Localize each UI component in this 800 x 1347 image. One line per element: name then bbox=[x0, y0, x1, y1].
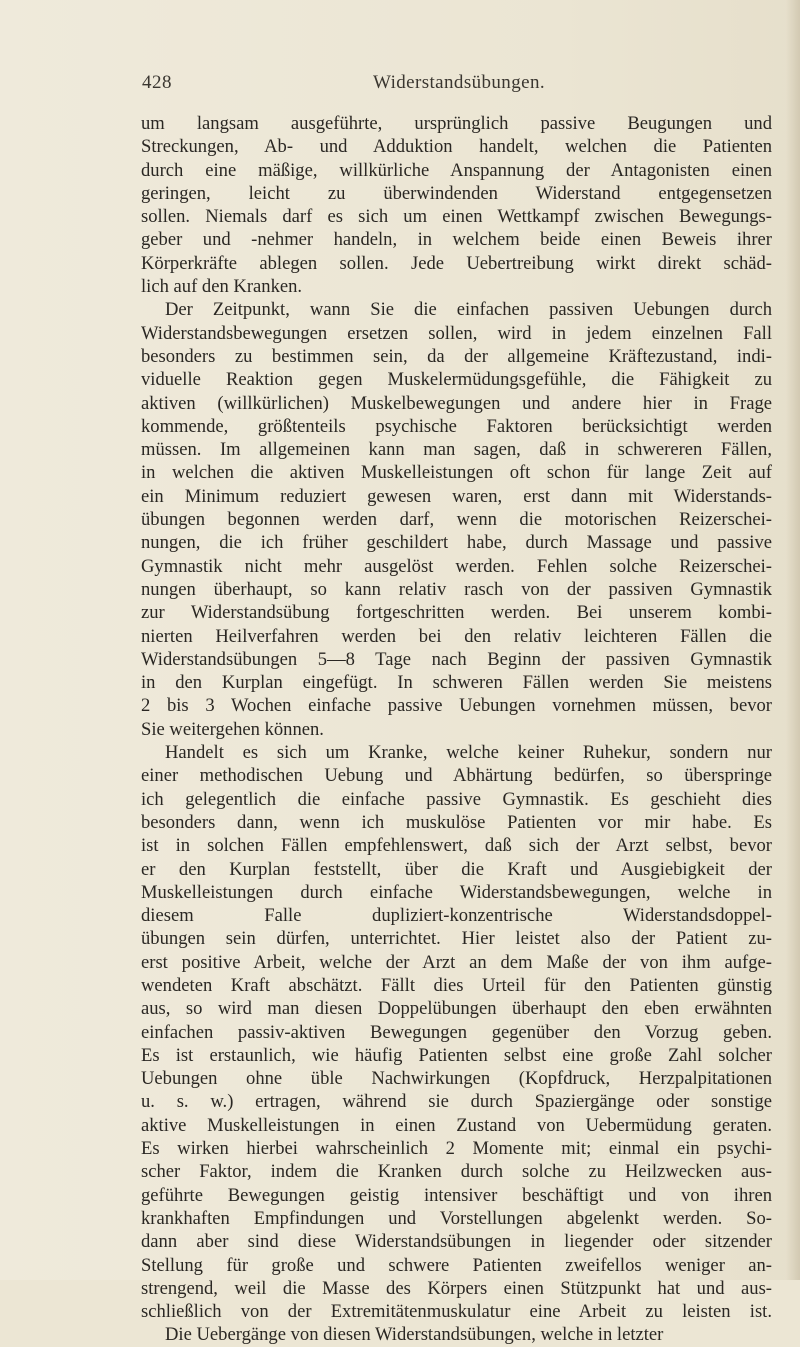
text-line: strengend, weil die Masse des Körpers einen Stützpunkt hat und aus- bbox=[141, 1277, 772, 1299]
page-number: 428 bbox=[142, 72, 172, 93]
text-line: 2 bis 3 Wochen einfache passive Uebungen vornehmen müssen, bevor bbox=[141, 695, 772, 717]
text-line: besonders dann, wenn ich muskulöse Patienten vor mir habe. Es bbox=[141, 811, 772, 833]
text-line: besonders zu bestimmen sein, da der allgemeine Kräftezustand, indi- bbox=[141, 345, 772, 367]
text-line: in den Kurplan eingefügt. In schweren Fällen werden Sie meistens bbox=[141, 672, 772, 694]
text-line: Handelt es sich um Kranke, welche keiner Ruhekur, sondern nur bbox=[165, 742, 772, 764]
text-line: wendeten Kraft abschätzt. Fällt dies Urteil für den Patienten günstig bbox=[141, 974, 772, 996]
text-line: geringen, leicht zu überwindenden Widerstand entgegensetzen bbox=[141, 182, 772, 204]
text-line: geber und -nehmer handeln, in welchem beide einen Beweis ihrer bbox=[141, 229, 772, 251]
text-line: ein Minimum reduziert gewesen waren, erst dann mit Widerstands- bbox=[141, 485, 772, 507]
text-line: Die Uebergänge von diesen Widerstandsübungen, welche in letzter bbox=[165, 1324, 664, 1346]
text-line: müssen. Im allgemeinen kann man sagen, daß in schwereren Fällen, bbox=[141, 439, 772, 461]
text-line: krankhaften Empfindungen und Vorstellungen abgelenkt werden. So- bbox=[141, 1207, 772, 1229]
text-line: in welchen die aktiven Muskelleistungen oft schon für lange Zeit auf bbox=[141, 462, 772, 484]
text-line: lich auf den Kranken. bbox=[141, 276, 303, 298]
running-head bbox=[130, 72, 770, 96]
body-text bbox=[141, 112, 772, 1347]
text-line: nungen überhaupt, so kann relativ rasch von der passiven Gymnastik bbox=[141, 578, 772, 600]
text-line: zur Widerstandsübung fortgeschritten werden. Bei unserem kombi- bbox=[141, 602, 772, 624]
text-line: Es ist erstaunlich, wie häufig Patienten selbst eine große Zahl solcher bbox=[141, 1044, 772, 1066]
text-line: Gymnastik nicht mehr ausgelöst werden. Fehlen solche Reizerschei- bbox=[141, 555, 772, 577]
text-line: schließlich von der Extremitätenmuskulatur eine Arbeit zu leisten ist. bbox=[141, 1301, 772, 1323]
text-line: er den Kurplan feststellt, über die Kraft und Ausgiebigkeit der bbox=[141, 858, 772, 880]
text-line: Stellung für große und schwere Patienten zweifellos weniger an- bbox=[141, 1254, 772, 1276]
text-line: sollen. Niemals darf es sich um einen Wettkampf zwischen Bewegungs- bbox=[141, 206, 772, 228]
text-line: um langsam ausgeführte, ursprünglich passive Beugungen und bbox=[141, 113, 772, 134]
text-line: Der Zeitpunkt, wann Sie die einfachen passiven Uebungen durch bbox=[165, 299, 772, 321]
page-edge-shadow bbox=[786, 0, 800, 1280]
text-line: scher Faktor, indem die Kranken durch solche zu Heilzwecken aus- bbox=[141, 1161, 772, 1183]
text-line: aktiven (willkürlichen) Muskelbewegungen und andere hier in Frage bbox=[141, 392, 772, 414]
text-line: u. s. w.) ertragen, während sie durch Spaziergänge oder sonstige bbox=[141, 1091, 772, 1113]
text-line: einer methodischen Uebung und Abhärtung bedürfen, so überspringe bbox=[141, 765, 772, 787]
text-line: ist in solchen Fällen empfehlenswert, daß sich der Arzt selbst, bevor bbox=[141, 835, 772, 857]
text-line: Widerstandsübungen 5—8 Tage nach Beginn der passiven Gymnastik bbox=[141, 648, 772, 670]
text-line: geführte Bewegungen geistig intensiver beschäftigt und von ihren bbox=[141, 1184, 772, 1206]
text-line: Streckungen, Ab- und Adduktion handelt, welchen die Patienten bbox=[141, 136, 772, 158]
text-line: aus, so wird man diesen Doppelübungen überhaupt den eben erwähnten bbox=[141, 998, 772, 1020]
text-line: übungen sein dürfen, unterrichtet. Hier leistet also der Patient zu- bbox=[141, 928, 772, 950]
text-line: dann aber sind diese Widerstandsübungen in liegender oder sitzender bbox=[141, 1231, 772, 1253]
text-line: Widerstandsbewegungen ersetzen sollen, wird in jedem einzelnen Fall bbox=[141, 322, 772, 344]
text-line: viduelle Reaktion gegen Muskelermüdungsgefühle, die Fähigkeit zu bbox=[141, 369, 772, 391]
text-line: nierten Heilverfahren werden bei den relativ leichteren Fällen die bbox=[141, 625, 772, 647]
text-line: übungen begonnen werden darf, wenn die motorischen Reizerschei- bbox=[141, 509, 772, 531]
text-line: durch eine mäßige, willkürliche Anspannung der Antagonisten einen bbox=[141, 159, 772, 181]
text-line: ich gelegentlich die einfache passive Gymnastik. Es geschieht dies bbox=[141, 788, 772, 810]
text-line: Körperkräfte ablegen sollen. Jede Uebertreibung wirkt direkt schäd- bbox=[141, 252, 772, 274]
running-title: Widerstandsübungen. bbox=[373, 72, 545, 93]
text-line: Es wirken hierbei wahrscheinlich 2 Momente mit; einmal ein psychi- bbox=[141, 1138, 772, 1160]
text-line: einfachen passiv-aktiven Bewegungen gegenüber den Vorzug geben. bbox=[141, 1021, 772, 1043]
text-line: Uebungen ohne üble Nachwirkungen (Kopfdruck, Herzpalpitationen bbox=[141, 1068, 772, 1090]
text-line: kommende, größtenteils psychische Faktoren berücksichtigt werden bbox=[141, 415, 772, 437]
text-line: aktive Muskelleistungen in einen Zustand von Uebermüdung geraten. bbox=[141, 1114, 772, 1136]
text-line: Muskelleistungen durch einfache Widerstandsbewegungen, welche in bbox=[141, 881, 772, 903]
text-line: Sie weitergehen können. bbox=[141, 718, 324, 740]
text-line: diesem Falle dupliziert-konzentrische Widerstandsdoppel- bbox=[141, 905, 772, 927]
text-line: erst positive Arbeit, welche der Arzt an dem Maße der von ihm aufge- bbox=[141, 951, 772, 973]
text-line: nungen, die ich früher geschildert habe, durch Massage und passive bbox=[141, 532, 772, 554]
